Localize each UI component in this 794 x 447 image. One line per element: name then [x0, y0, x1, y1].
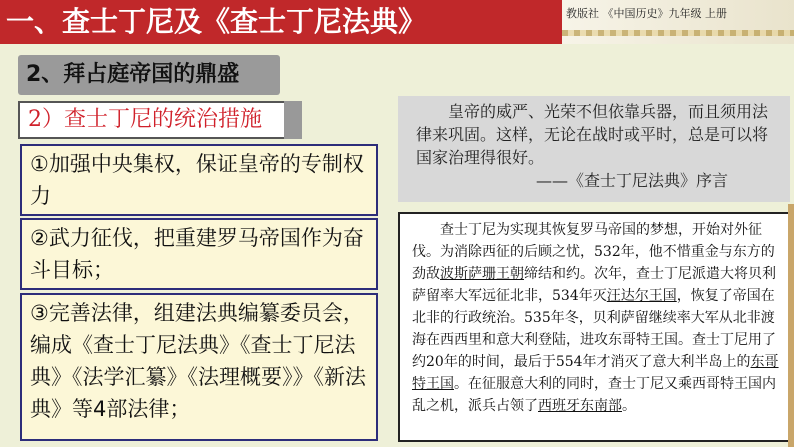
subsection-heading-text: 2）查士丁尼的统治措施	[28, 107, 262, 132]
quote-text: 皇帝的威严、光荣不但依靠兵器，而且须用法律来巩固。这样，无论在战时或平时，总是可以将国家治理得很好。	[416, 102, 769, 167]
measure-card-3: ③完善法律，组建法典编纂委员会，编成《查士丁尼法典》《查士丁尼法典》《法学汇纂》《法理概要》》《新法典》等4部法律；	[20, 293, 378, 441]
publisher-caption	[562, 0, 794, 44]
publisher-text: 教版社 《中国历史》九年级 上册	[566, 7, 727, 20]
page-title: 一、查士丁尼及《查士丁尼法典》	[0, 0, 562, 44]
measure-card-1: ①加强中央集权，保证皇帝的专制权力	[20, 144, 378, 216]
term-vandal-kingdom[interactable]: 汪达尔王国	[606, 288, 677, 304]
heading-accent-bar	[284, 101, 302, 139]
term-ostrogothic-kingdom[interactable]: 东哥特王国	[412, 354, 779, 392]
section-heading: 2、拜占庭帝国的鼎盛	[18, 55, 280, 95]
subsection-heading	[18, 101, 302, 139]
passage-text-3: ，恢复了帝国在北非的行政统治。535年冬，贝利萨留继续率大军从北非渡海在西西里和意大利登陆，进攻东哥特王国。查士丁尼用了约20年的时间，最后于554年才消灭了意大利半岛上的	[412, 288, 776, 370]
quote-source: ——《查士丁尼法典》序言	[535, 171, 728, 190]
measure-card-2: ②武力征伐，把重建罗马帝国作为奋斗目标；	[20, 218, 378, 290]
passage-text-1: 查士丁尼为实现其恢复罗马帝国的梦想，开始对外征伐。为消除西征的后顾之忧，532年，他不惜重金与东方的劲敌	[412, 222, 775, 282]
decorative-side-stripe	[788, 204, 794, 447]
quote-box	[398, 96, 790, 202]
history-passage	[398, 212, 790, 442]
term-persian-sassanid[interactable]: 波斯萨珊王朝	[440, 266, 524, 282]
passage-text-4: 。在征服意大利的同时，查士丁尼又乘西哥特王国内乱之机，派兵占领了	[412, 376, 776, 414]
passage-text-2: 缔结和约。次年，查士丁尼派遣大将贝利萨留率大军远征北非，534年灭	[412, 266, 776, 304]
passage-text-5: 。	[622, 398, 636, 414]
decorative-border	[562, 30, 794, 36]
term-southeast-spain[interactable]: 西班牙东南部	[538, 398, 622, 414]
